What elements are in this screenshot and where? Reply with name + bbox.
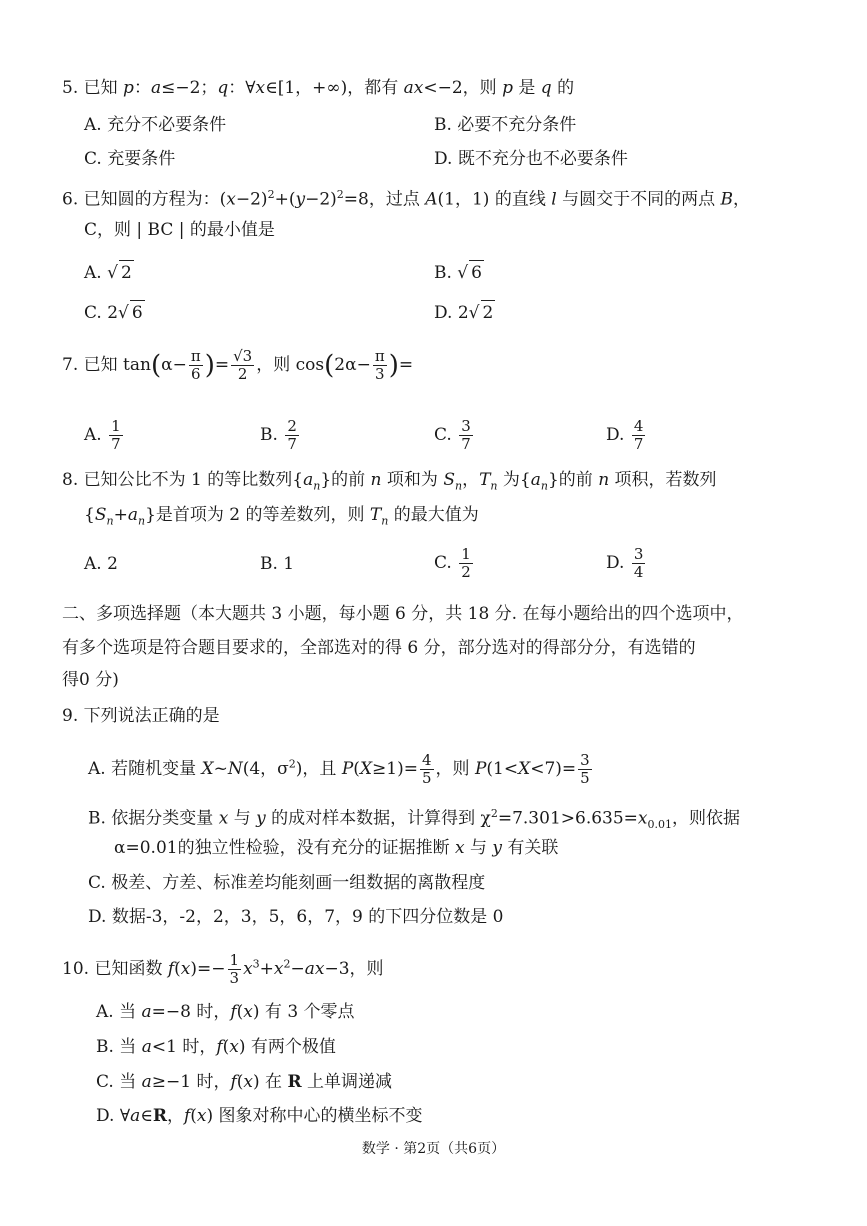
q5-option-b: B. 必要不充分条件 <box>434 115 577 135</box>
q5-option-c: C. 充要条件 <box>84 149 176 169</box>
q6-option-a: A. √ 2 <box>84 260 134 285</box>
q7-option-c: C. $\frac{3}{7}$ <box>434 417 471 453</box>
page-footer: 数学 · 第2页（共6页） <box>361 1141 506 1157</box>
q8-option-d: D. $\frac{3}{4}$ <box>606 545 644 581</box>
section2-heading-line3: 得0 分) <box>62 670 119 690</box>
q8-option-c: C. $\frac{1}{2}$ <box>434 545 471 581</box>
q5-number: 5. <box>62 78 79 98</box>
q9-option-c: C. 极差、方差、标准差均能刻画一组数据的离散程度 <box>88 873 486 893</box>
section2-heading-line2: 有多个选项是符合题目要求的，全部选对的得 6 分，部分选对的得部分分，有选错的 <box>62 638 696 658</box>
q7-number: 7. <box>62 355 79 375</box>
q6-option-c: C. 2√ 6 <box>84 300 145 325</box>
q7-option-b: B. $\frac{2}{7}$ <box>260 417 297 453</box>
q9-stem: 9. 下列说法正确的是 <box>62 706 220 726</box>
q6-number: 6. <box>62 189 79 210</box>
q7-stem: 7. 已知 tan(α− $\frac{\pi}{6}$ )= $\frac{√3}{2}$ ，则 cos(2α− $\frac{\pi}{3}$ )= <box>62 347 414 383</box>
q9-option-b: B. 依据分类变量 x 与 y 的成对样本数据，计算得到 $\chi^2=7.301>6.635=x_{0.01}$，则依据 <box>88 807 741 832</box>
q5-option-d: D. 既不充分也不必要条件 <box>434 149 628 169</box>
q8-number: 8. <box>62 470 79 490</box>
q10-option-c: C. 当 a≥−1 时，f(x) 在 R 上单调递减 <box>96 1072 393 1092</box>
q10-option-a: A. 当 a=−8 时，f(x) 有 3 个零点 <box>96 1002 355 1022</box>
q7-option-d: D. $\frac{4}{7}$ <box>606 417 644 453</box>
q7-option-a: A. $\frac{1}{7}$ <box>84 417 121 453</box>
q8-stem-line2: $\{S_n+a_n\}$是首项为 2 的等差数列，则 $T_n$ 的最大值为 <box>84 505 479 528</box>
q10-option-b: B. 当 a<1 时，f(x) 有两个极值 <box>96 1037 336 1057</box>
q8-stem: 8. 已知公比不为 1 的等比数列$\{a_n\}$的前 n 项和为 $S_n$，$T_n$ 为$\{a_n\}$的前 n 项积，若数列 <box>62 470 717 493</box>
q9-number: 9. <box>62 706 79 726</box>
q9-option-a: A. 若随机变量 X~N(4，$\sigma^2$)，且 P(X≥1)= $\frac{4}{5}$ ，则 P(1<X<7)= $\frac{3}{5}$ <box>88 751 590 787</box>
section2-heading-line1: 二、多项选择题（本大题共 3 小题，每小题 6 分，共 18 分. 在每小题给出的四个选项中， <box>62 604 744 624</box>
q6-option-d: D. 2√ 2 <box>434 300 495 325</box>
q8-option-b: B. 1 <box>260 554 295 574</box>
q5-stem: 5. 已知 p：a≤−2；q：∀x∈[1，+∞)，都有 ax<−2，则 p 是 q 的 <box>62 78 575 98</box>
q10-number: 10. <box>62 959 90 979</box>
q10-option-d: D. ∀a∈R，f(x) 图象对称中心的横坐标不变 <box>96 1106 423 1126</box>
q9-option-b-line2: α=0.01的独立性检验，没有充分的证据推断 x 与 y 有关联 <box>114 838 559 858</box>
q6-option-b: B. √ 6 <box>434 260 484 285</box>
q6-stem-line2: C，则 | BC | 的最小值是 <box>84 220 275 240</box>
q6-stem: 6. 已知圆的方程为：$(x-2)^2+(y-2)^2=8$，过点 A(1，1) 的直线 l 与圆交于不同的两点 B， <box>62 188 750 210</box>
q9-option-d: D. 数据-3，-2，2，3，5，6，7，9 的下四分位数是 0 <box>88 907 504 927</box>
q10-stem: 10. 已知函数 f(x)=− $\frac{1}{3}$ $x^3+x^2-ax-3$，则 <box>62 951 384 987</box>
q8-option-a: A. 2 <box>84 554 118 574</box>
q5-option-a: A. 充分不必要条件 <box>84 115 227 135</box>
